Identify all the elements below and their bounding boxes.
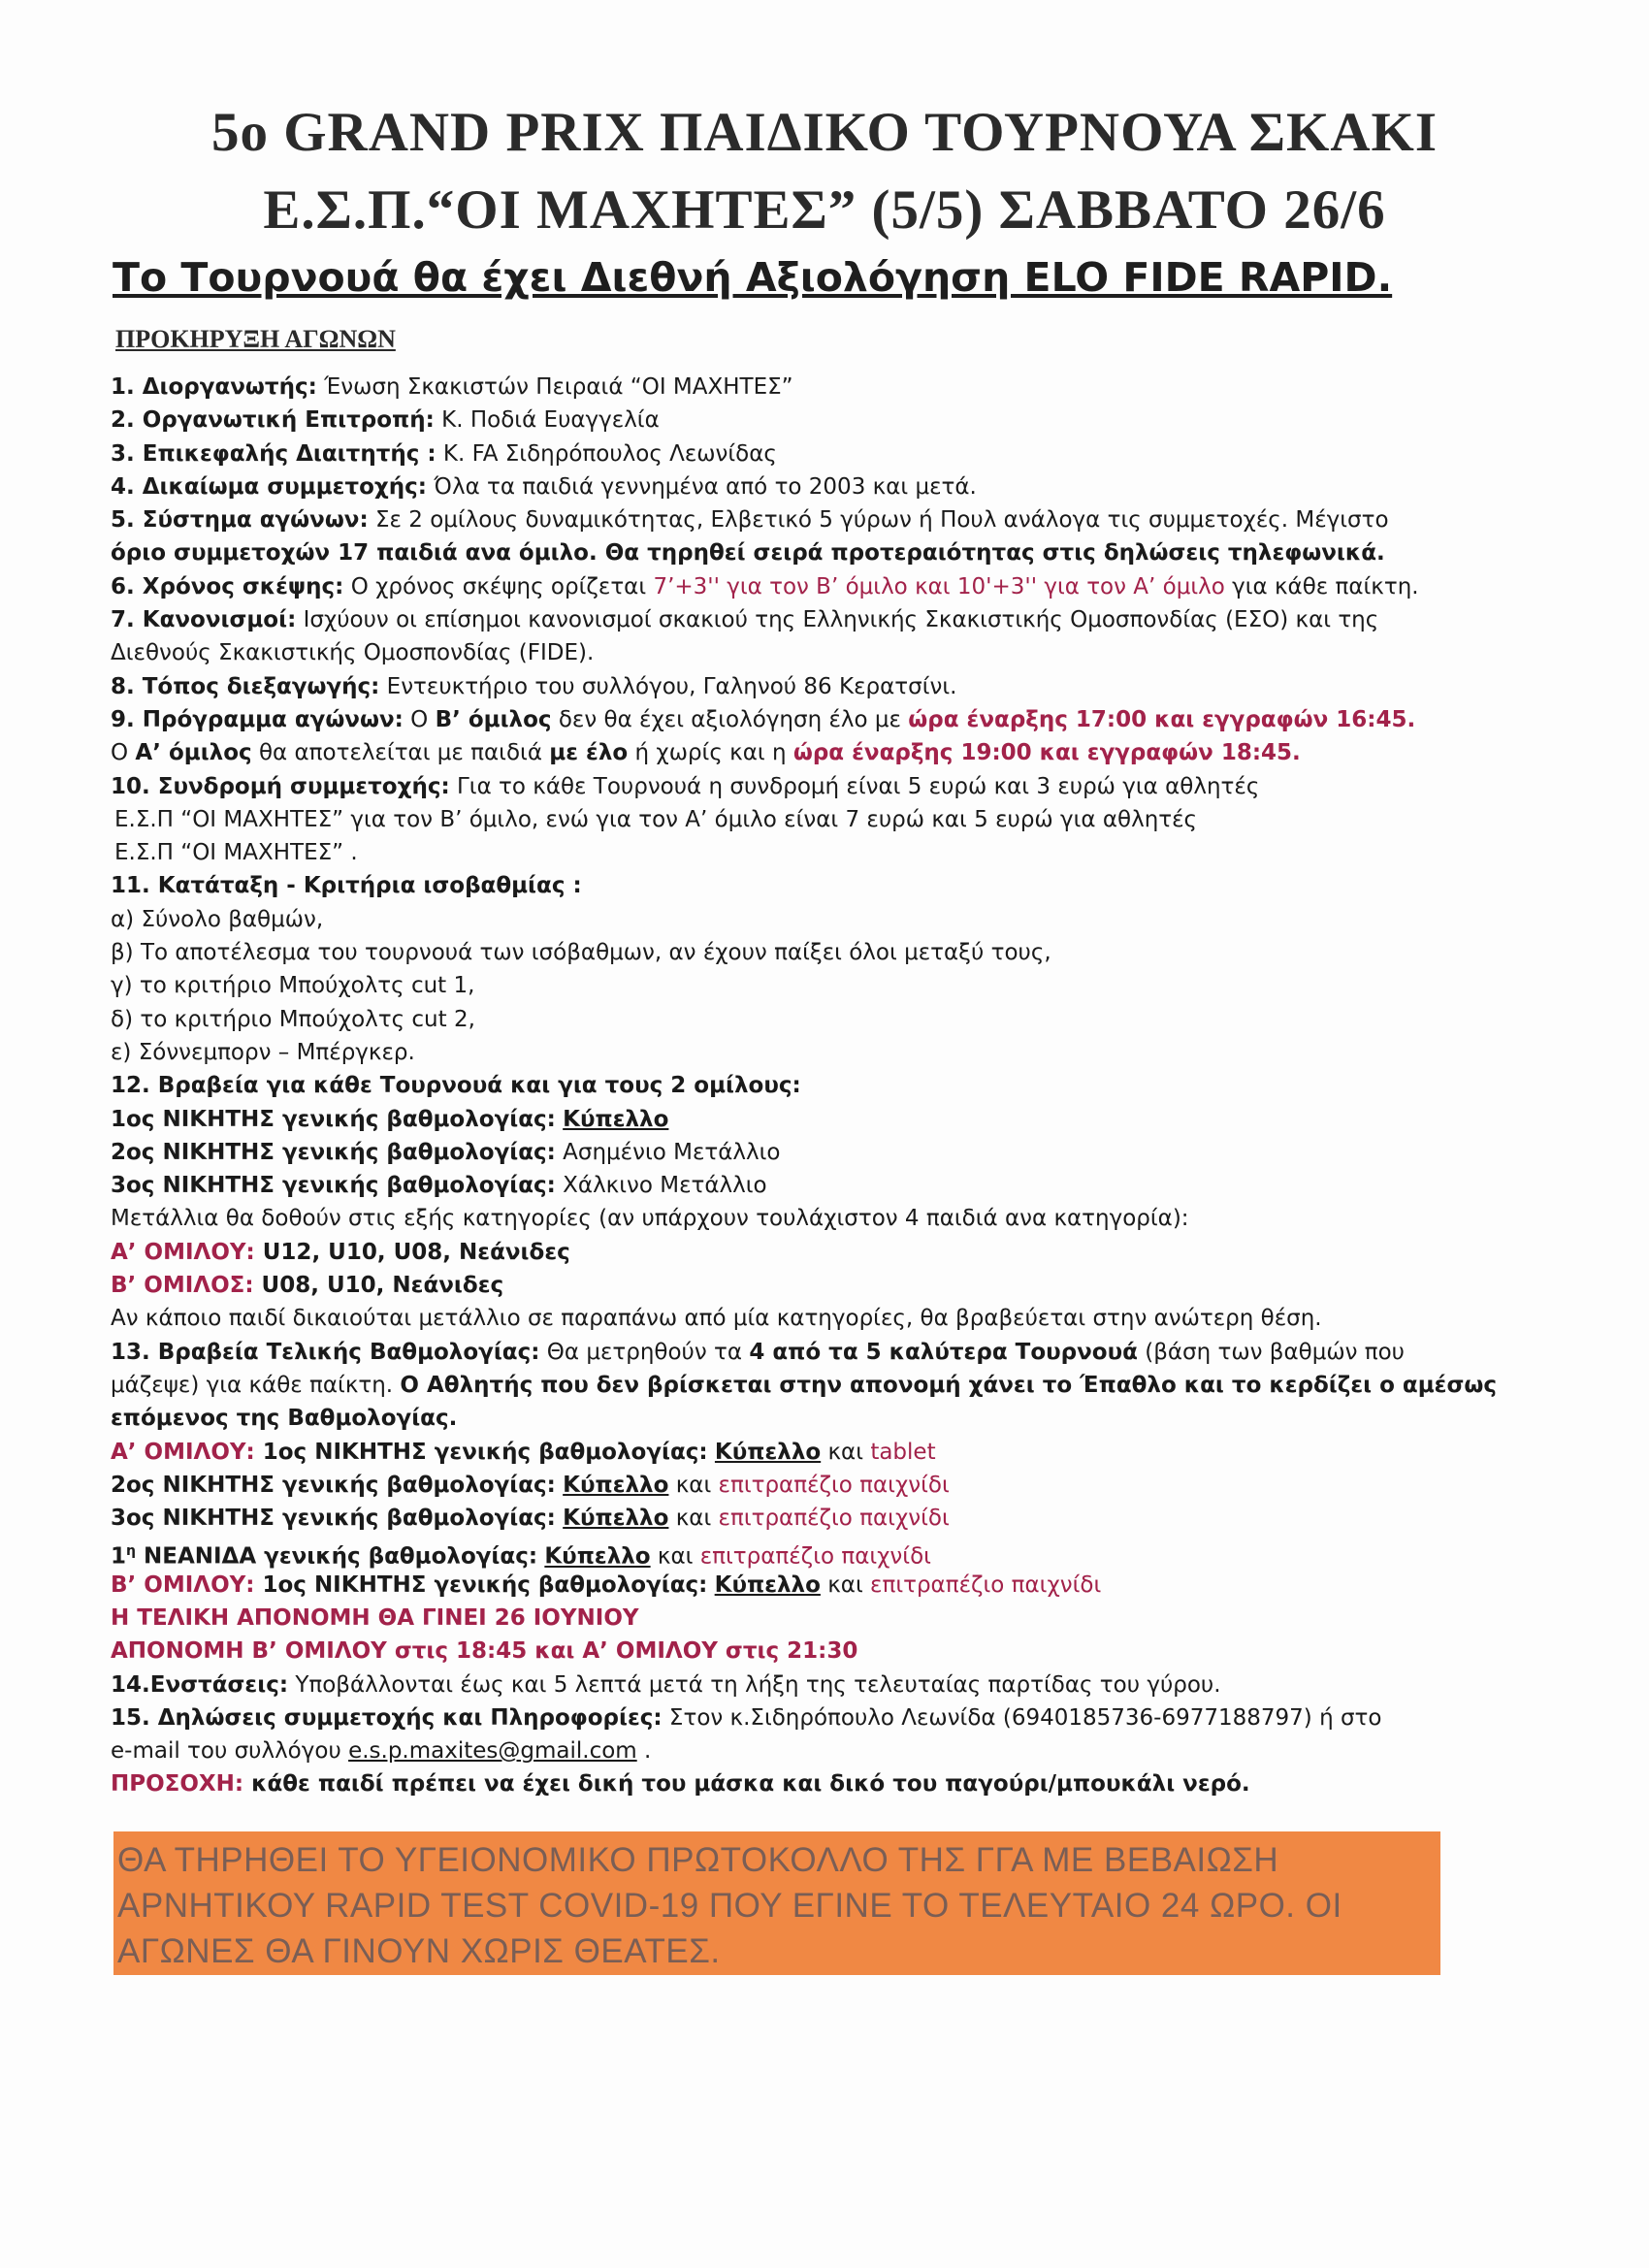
award-times: ΑΠΟΝΟΜΗ Β’ ΟΜΙΛΟΥ στις 18:45 και Α’ ΟΜΙΛΟΥ στις 21:30 [111, 1638, 858, 1665]
item-1: 1. Διοργανωτής: Ένωση Σκακιστών Πειραιά “ΟΙ ΜΑΧΗΤΕΣ” [111, 374, 793, 400]
item-13-second: 2ος ΝΙΚΗΤΗΣ γενικής βαθμολογίας: Κύπελλο και επιτραπέζιο παιχνίδι [111, 1472, 950, 1498]
announcement-body [111, 371, 1497, 1801]
item-13-cont2: επόμενος της Βαθμολογίας. [111, 1406, 458, 1432]
item-8: 8. Τόπος διεξαγωγής: Εντευκτήριο του συλλόγου, Γαληνού 86 Κερατσίνι. [111, 673, 957, 699]
notice-line-2: ΑΡΝΗΤΙΚΟΥ RAPID TEST COVID-19 ΠΟΥ ΕΓΙΝΕ ΤΟ ΤΕΛΕΥΤΑΙΟ 24 ΩΡΟ. ΟΙ [117, 1887, 1342, 1925]
item-12-second: 2ος ΝΙΚΗΤΗΣ γενικής βαθμολογίας: Ασημένιο Μετάλλιο [111, 1139, 781, 1165]
item-10: 10. Συνδρομή συμμετοχής: Για το κάθε Τουρνουά η συνδρομή είναι 5 ευρώ και 3 ευρώ για αθλητές [111, 773, 1260, 799]
item-11-b: β) Το αποτέλεσμα του τουρνουά των ισόβαθμων, αν έχουν παίξει όλοι μεταξύ τους, [111, 940, 1051, 966]
email-link[interactable]: e.s.p.maxites@gmail.com [348, 1738, 637, 1765]
item-2: 2. Οργανωτική Επιτροπή: Κ. Ποδιά Ευαγγελία [111, 407, 660, 434]
item-13: 13. Βραβεία Τελικής Βαθμολογίας: Θα μετρηθούν τα 4 από τα 5 καλύτερα Τουρνουά (βάση των βαθμών που [111, 1339, 1405, 1365]
section-heading: ΠΡΟΚΗΡΥΞΗ ΑΓΩΝΩΝ [115, 325, 396, 353]
item-15-cont: e-mail του συλλόγου e.s.p.maxites@gmail.com . [111, 1738, 652, 1765]
title-line-1: 5ο GRAND PRIX ΠΑΙΔΙΚΟ ΤΟΥΡΝΟΥΑ ΣΚΑΚΙ [210, 102, 1439, 163]
item-10-cont: Ε.Σ.Π “ΟΙ ΜΑΧΗΤΕΣ” για τον Β’ όμιλο, ενώ για τον Α’ όμιλο είναι 7 ευρώ και 5 ευρώ για αθλητές [114, 806, 1198, 832]
item-12-third: 3ος ΝΙΚΗΤΗΣ γενικής βαθμολογίας: Χάλκινο Μετάλλιο [111, 1173, 767, 1199]
subtitle: Το Τουρνουά θα έχει Διεθνή Αξιολόγηση ELO FIDE RAPID. [113, 254, 1393, 301]
item-6: 6. Χρόνος σκέψης: Ο χρόνος σκέψης ορίζεται 7’+3'' για τον Β’ όμιλο και 10'+3'' για τον Α’ όμιλο για κάθε παίκτη. [111, 573, 1419, 599]
item-5: 5. Σύστημα αγώνων: Σε 2 ομίλους δυναμικότητας, Ελβετικό 5 γύρων ή Πουλ ανάλογα τις συμμετοχές. Μέγιστο [111, 507, 1389, 534]
item-12: 12. Βραβεία για κάθε Τουρνουά και για τους 2 ομίλους: [111, 1073, 801, 1099]
attention-line: ΠΡΟΣΟΧΗ: κάθε παιδί πρέπει να έχει δική του μάσκα και δικό του παγούρι/μπουκάλι νερό. [111, 1771, 1250, 1798]
item-11-d: δ) το κριτήριο Μπούχολτς cut 2, [111, 1006, 475, 1032]
item-5-cont: όριο συμμετοχών 17 παιδιά ανα όμιλο. Θα τηρηθεί σειρά προτεραιότητας στις δηλώσεις τηλεφωνικά. [111, 540, 1385, 567]
notice-line-1: ΘΑ ΤΗΡΗΘΕΙ ΤΟ ΥΓΕΙΟΝΟΜΙΚΟ ΠΡΩΤΟΚΟΛΛΟ ΤΗΣ ΓΓΑ ΜΕ ΒΕΒΑΙΩΣΗ [117, 1841, 1279, 1879]
item-11-c: γ) το κριτήριο Μπούχολτς cut 1, [111, 973, 475, 999]
item-7: 7. Κανονισμοί: Ισχύουν οι επίσημοι κανονισμοί σκακιού της Ελληνικής Σκακιστικής Ομοσπονδίας (ΕΣΟ) και της [111, 607, 1379, 633]
item-11-e: ε) Σόννεμπορν – Μπέργκερ. [111, 1039, 415, 1065]
notice-line-3: ΑΓΩΝΕΣ ΘΑ ΓΙΝΟΥΝ ΧΩΡΙΣ ΘΕΑΤΕΣ. [117, 1932, 721, 1970]
item-9-cont: Ο Α’ όμιλος θα αποτελείται με παιδιά με έλο ή χωρίς και η ώρα έναρξης 19:00 και εγγραφών 18:45. [111, 740, 1301, 766]
item-12-group-a: Α’ ΟΜΙΛΟΥ: U12, U10, U08, Νεάνιδες [111, 1239, 570, 1265]
award-date: Η ΤΕΛΙΚΗ ΑΠΟΝΟΜΗ ΘΑ ΓΙΝΕΙ 26 ΙΟΥΝΙΟΥ [111, 1604, 639, 1631]
item-10-cont2: Ε.Σ.Π “ΟΙ ΜΑΧΗΤΕΣ” . [114, 840, 358, 866]
item-12-first: 1ος ΝΙΚΗΤΗΣ γενικής βαθμολογίας: Κύπελλο [111, 1106, 669, 1132]
item-13-cont: μάζεψε) για κάθε παίκτη. Ο Αθλητής που δεν βρίσκεται στην απονομή χάνει το Έπαθλο και το κερδίζει ο αμέσως [111, 1372, 1497, 1398]
item-12-group-b: Β’ ΟΜΙΛΟΣ: U08, U10, Νεάνιδες [111, 1273, 504, 1299]
item-11-a: α) Σύνολο βαθμών, [111, 906, 324, 932]
item-14: 14.Ενστάσεις: Υποβάλλονται έως και 5 λεπτά μετά τη λήξη της τελευταίας παρτίδας του γύρου. [111, 1671, 1221, 1698]
item-13-group-b: Β’ ΟΜΙΛΟΥ: 1ος ΝΙΚΗΤΗΣ γενικής βαθμολογίας: Κύπελλο και επιτραπέζιο παιχνίδι [111, 1571, 1102, 1598]
item-13-group-a: Α’ ΟΜΙΛΟΥ: 1ος ΝΙΚΗΤΗΣ γενικής βαθμολογίας: Κύπελλο και tablet [111, 1439, 936, 1465]
covid-notice [113, 1831, 1440, 1975]
item-11: 11. Κατάταξη - Κριτήρια ισοβαθμίας : [111, 873, 582, 899]
title-line-2: Ε.Σ.Π.“ΟΙ ΜΑΧΗΤΕΣ” (5/5) ΣΑΒΒΑΤΟ 26/6 [263, 179, 1386, 241]
item-12-medals: Μετάλλια θα δοθούν στις εξής κατηγορίες (αν υπάρχουν τουλάχιστον 4 παιδιά ανα κατηγορία): [111, 1206, 1189, 1232]
item-4: 4. Δικαίωμα συμμετοχής: Όλα τα παιδιά γεννημένα από το 2003 και μετά. [111, 473, 977, 500]
item-13-third: 3ος ΝΙΚΗΤΗΣ γενικής βαθμολογίας: Κύπελλο και επιτραπέζιο παιχνίδι [111, 1506, 950, 1532]
item-9: 9. Πρόγραμμα αγώνων: Ο Β’ όμιλος δεν θα έχει αξιολόγηση έλο με ώρα έναρξης 17:00 και εγγραφών 16:45. [111, 706, 1416, 732]
item-15: 15. Δηλώσεις συμμετοχής και Πληροφορίες: Στον κ.Σιδηρόπουλο Λεωνίδα (6940185736-6977188797) ή στο [111, 1704, 1382, 1731]
item-7-cont: Διεθνούς Σκακιστικής Ομοσπονδίας (FIDE). [111, 640, 595, 666]
item-3: 3. Επικεφαλής Διαιτητής : Κ. FA Σιδηρόπουλος Λεωνίδας [111, 440, 777, 467]
item-12-note: Αν κάποιο παιδί δικαιούται μετάλλιο σε παραπάνω από μία κατηγορίες, θα βραβεύεται στην ανώτερη θέση. [111, 1306, 1322, 1332]
item-13-girl: $1^\eta$ ΝΕΑΝΙΔΑ γενικής βαθμολογίας: Κύπελλο και επιτραπέζιο παιχνίδι [111, 1543, 931, 1571]
